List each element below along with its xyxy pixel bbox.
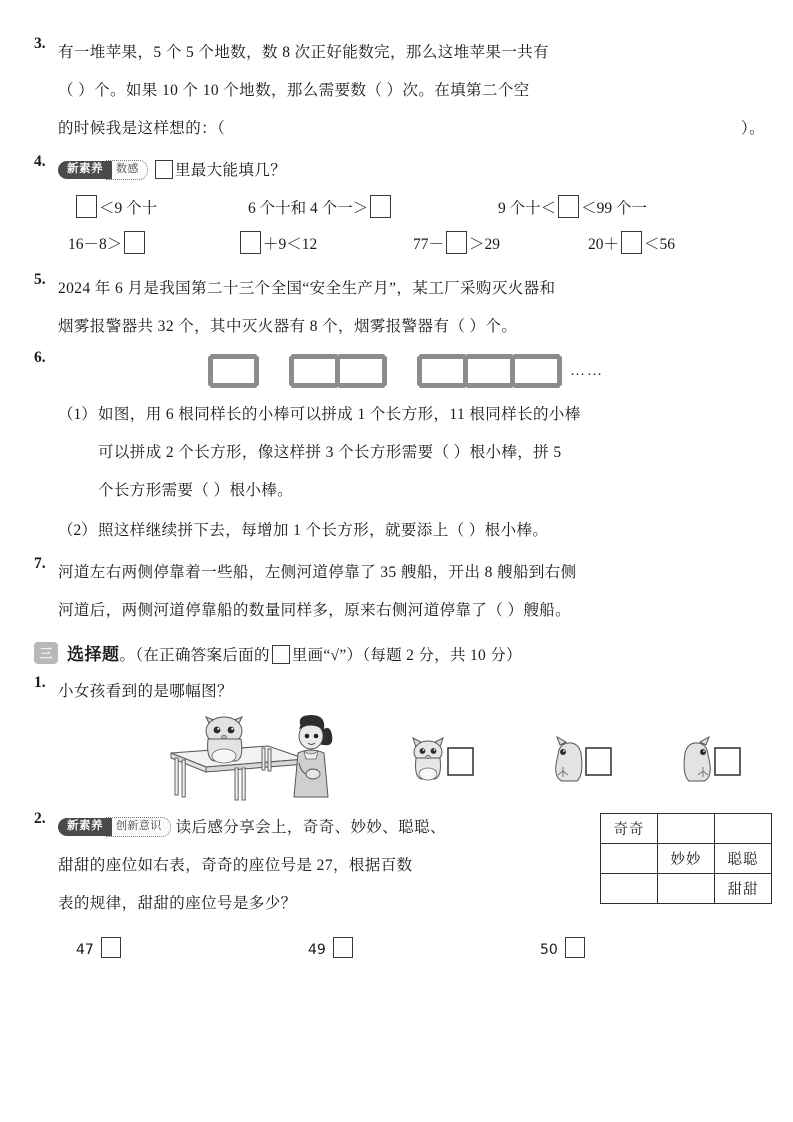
stick-horizontal-icon	[210, 383, 257, 388]
question-3-line-3-tail: ）。	[740, 120, 765, 137]
question-6-sub-2-line-1: 照这样继续拼下去，每增加 1 个长方形，就要添上（ ）根小棒。	[98, 522, 549, 539]
competency-badge-chuangxin	[58, 817, 171, 837]
seat-cell	[658, 874, 715, 904]
stick-vertical-icon	[208, 356, 213, 386]
section-marker-icon: 三	[34, 642, 58, 664]
matchstick-rectangle	[464, 354, 515, 388]
matchstick-group-1	[208, 354, 259, 388]
section-instruction-head: 。（在正确答案后面的	[119, 647, 270, 664]
rectangle-row	[417, 354, 562, 388]
inequality-suffix: ＞29	[469, 236, 501, 253]
option-cat-front-icon	[413, 738, 443, 780]
question-3	[34, 34, 765, 148]
question-7-line-2: 河道后，两侧河道停靠船的数量同样多，原来右侧河道停靠了（ ）艘船。	[58, 602, 572, 619]
question-6	[34, 348, 765, 552]
badge-new-literacy-label: 新素养	[58, 818, 112, 836]
question-3-line-1: 有一堆苹果，5 个 5 个地数，数 8 次正好能数完，那么这堆苹果一共有	[58, 44, 550, 61]
inequality-suffix: ＜99 个一	[581, 200, 648, 217]
choice-question-1	[34, 673, 765, 803]
cat-on-table-icon	[206, 717, 242, 763]
inequality-item	[238, 228, 413, 262]
seat-cell	[601, 874, 658, 904]
question-6-sub-1-label: （1）	[58, 406, 97, 423]
cat-table-girl-illustration	[58, 715, 793, 803]
matchstick-rectangle	[417, 354, 468, 388]
answer-box	[715, 748, 740, 775]
seat-cell: 奇奇	[601, 814, 658, 844]
seat-cell: 甜甜	[715, 874, 772, 904]
answer-box[interactable]	[155, 160, 173, 179]
seat-cell	[715, 814, 772, 844]
table-row	[601, 874, 772, 904]
option-label: 47	[76, 942, 94, 958]
matchstick-rectangle	[289, 354, 340, 388]
question-6-sub-1-line-2: 可以拼成 2 个长方形，像这样拼 3 个长方形需要（ ）根小棒，拼 5	[98, 444, 562, 461]
rectangle-row	[208, 354, 259, 388]
answer-box[interactable]	[76, 195, 97, 218]
table-row	[601, 844, 772, 874]
answer-box	[448, 748, 473, 775]
answer-box[interactable]	[101, 937, 121, 958]
matchstick-rectangle	[336, 354, 387, 388]
stick-horizontal-icon	[291, 354, 338, 359]
choice-question-1-illustration	[58, 715, 793, 803]
competency-badge-shugan	[58, 160, 148, 180]
answer-box	[272, 645, 290, 664]
question-4-number: 4.	[34, 153, 46, 170]
inequality-item	[58, 192, 248, 226]
seat-table	[600, 813, 772, 904]
choice-question-2-text	[58, 809, 590, 923]
stick-vertical-icon	[289, 356, 294, 386]
option-label: 49	[308, 942, 326, 958]
answer-box[interactable]	[565, 937, 585, 958]
question-6-sub-1-line-1: 如图，用 6 根同样长的小棒可以拼成 1 个长方形，11 根同样长的小棒	[98, 406, 581, 423]
inequality-prefix: 9 个十＜	[498, 200, 557, 217]
seat-cell: 聪聪	[715, 844, 772, 874]
inequality-prefix: 6 个十和 4 个一＞	[248, 200, 369, 217]
inequality-prefix: 20＋	[588, 236, 620, 253]
inequality-prefix: 77－	[413, 236, 445, 253]
answer-box[interactable]	[240, 231, 261, 254]
matchstick-figure	[58, 348, 765, 394]
choice-question-2-line-3: 表的规律，甜甜的座位号是多少？	[58, 895, 297, 912]
question-5-line-1: 2024 年 6 月是我国第二十三个全国“安全生产月”，某工厂采购灭火器和	[58, 280, 556, 297]
option-cat-right-profile-icon	[684, 737, 710, 781]
stick-vertical-icon	[382, 356, 387, 386]
question-6-number: 6.	[34, 349, 46, 366]
choice-question-2-line-1-text: 读后感分享会上，奇奇、妙妙、聪聪、	[175, 819, 446, 836]
choice-question-2-number: 2.	[34, 810, 46, 827]
section-title: 选择题	[67, 645, 120, 664]
option-47[interactable]	[76, 937, 308, 959]
stick-horizontal-icon	[210, 354, 257, 359]
inequality-item	[248, 192, 498, 226]
option-50[interactable]	[540, 937, 772, 959]
question-5-line-2: 烟雾报警器共 32 个，其中灭火器有 8 个，烟雾报警器有（ ）个。	[58, 318, 518, 335]
matchstick-group-2	[289, 354, 387, 388]
question-3-line-3-head: 的时候我是这样想的：（	[58, 120, 226, 137]
question-5-number: 5.	[34, 271, 46, 288]
choice-question-2-line-2: 甜甜的座位如右表，奇奇的座位号是 27，根据百数	[58, 857, 413, 874]
inequality-item	[498, 192, 748, 226]
question-6-sub-1-line-3: 个长方形需要（ ）根小棒。	[98, 482, 294, 499]
rectangle-row	[289, 354, 387, 388]
section-header-text	[67, 640, 522, 665]
seat-cell: 妙妙	[658, 844, 715, 874]
choice-question-1-prompt: 小女孩看到的是哪幅图？	[58, 683, 233, 700]
stick-horizontal-icon	[513, 383, 560, 388]
answer-box[interactable]	[621, 231, 642, 254]
inequality-suffix: ＋9＜12	[263, 236, 318, 253]
choice-question-2-content	[58, 809, 772, 923]
stick-horizontal-icon	[419, 354, 466, 359]
choice-question-2	[34, 809, 765, 959]
answer-box[interactable]	[446, 231, 467, 254]
inequality-item	[58, 228, 238, 262]
question-4	[34, 152, 765, 262]
stick-horizontal-icon	[466, 354, 513, 359]
answer-box[interactable]	[333, 937, 353, 958]
matchstick-rectangle	[511, 354, 562, 388]
question-7-line-1: 河道左右两侧停靠着一些船，左侧河道停靠了 35 艘船，开出 8 艘船到右侧	[58, 564, 577, 581]
badge-innovation-awareness-label: 创新意识	[106, 817, 171, 837]
ellipsis-label: ……	[570, 362, 604, 379]
option-49[interactable]	[308, 937, 540, 959]
option-cat-left-profile-icon	[556, 737, 582, 781]
stick-vertical-icon	[254, 356, 259, 386]
stick-horizontal-icon	[338, 354, 385, 359]
question-4-prompt	[58, 152, 765, 190]
question-6-sub-2-label: （2）	[58, 522, 97, 539]
seat-cell	[658, 814, 715, 844]
question-3-number: 3.	[34, 35, 46, 52]
badge-new-literacy-label: 新素养	[58, 161, 112, 179]
answer-box[interactable]	[370, 195, 391, 218]
stick-vertical-icon	[417, 356, 422, 386]
answer-box	[586, 748, 611, 775]
inequality-item	[588, 228, 763, 262]
option-label: 50	[540, 942, 558, 958]
question-4-row-2	[58, 228, 765, 262]
matchstick-rectangle	[208, 354, 259, 388]
question-7	[34, 554, 765, 630]
question-3-line-2: （ ）个。如果 10 个 10 个地数，那么需要数（ ）次。在填第二个空	[58, 82, 530, 99]
question-4-row-1	[58, 192, 765, 226]
question-7-number: 7.	[34, 555, 46, 572]
stick-horizontal-icon	[291, 383, 338, 388]
badge-number-sense-label: 数感	[106, 160, 148, 180]
stick-horizontal-icon	[419, 383, 466, 388]
question-6-sub-1	[58, 396, 765, 510]
choice-question-2-line-1	[58, 809, 590, 847]
girl-icon	[294, 715, 332, 797]
answer-box[interactable]	[558, 195, 579, 218]
stick-horizontal-icon	[338, 383, 385, 388]
inequality-prefix: 16－8＞	[68, 236, 123, 253]
question-6-sub-2	[58, 512, 765, 550]
stick-vertical-icon	[557, 356, 562, 386]
seat-cell	[601, 844, 658, 874]
inequality-suffix: ＜9 个十	[99, 200, 158, 217]
section-header-multiple-choice	[34, 640, 765, 665]
section-instruction-tail: 里画“√”）（每题 2 分，共 10 分）	[291, 647, 522, 664]
question-5	[34, 270, 765, 346]
matchstick-group-3	[417, 354, 562, 388]
question-4-prompt-tail: 里最大能填几？	[174, 162, 287, 179]
table-row	[601, 814, 772, 844]
question-3-line-3	[58, 110, 765, 148]
inequality-suffix: ＜56	[644, 236, 676, 253]
answer-box[interactable]	[124, 231, 145, 254]
stick-horizontal-icon	[466, 383, 513, 388]
inequality-item	[413, 228, 588, 262]
choice-question-2-options	[58, 937, 772, 959]
choice-question-1-number: 1.	[34, 674, 46, 691]
stick-horizontal-icon	[513, 354, 560, 359]
